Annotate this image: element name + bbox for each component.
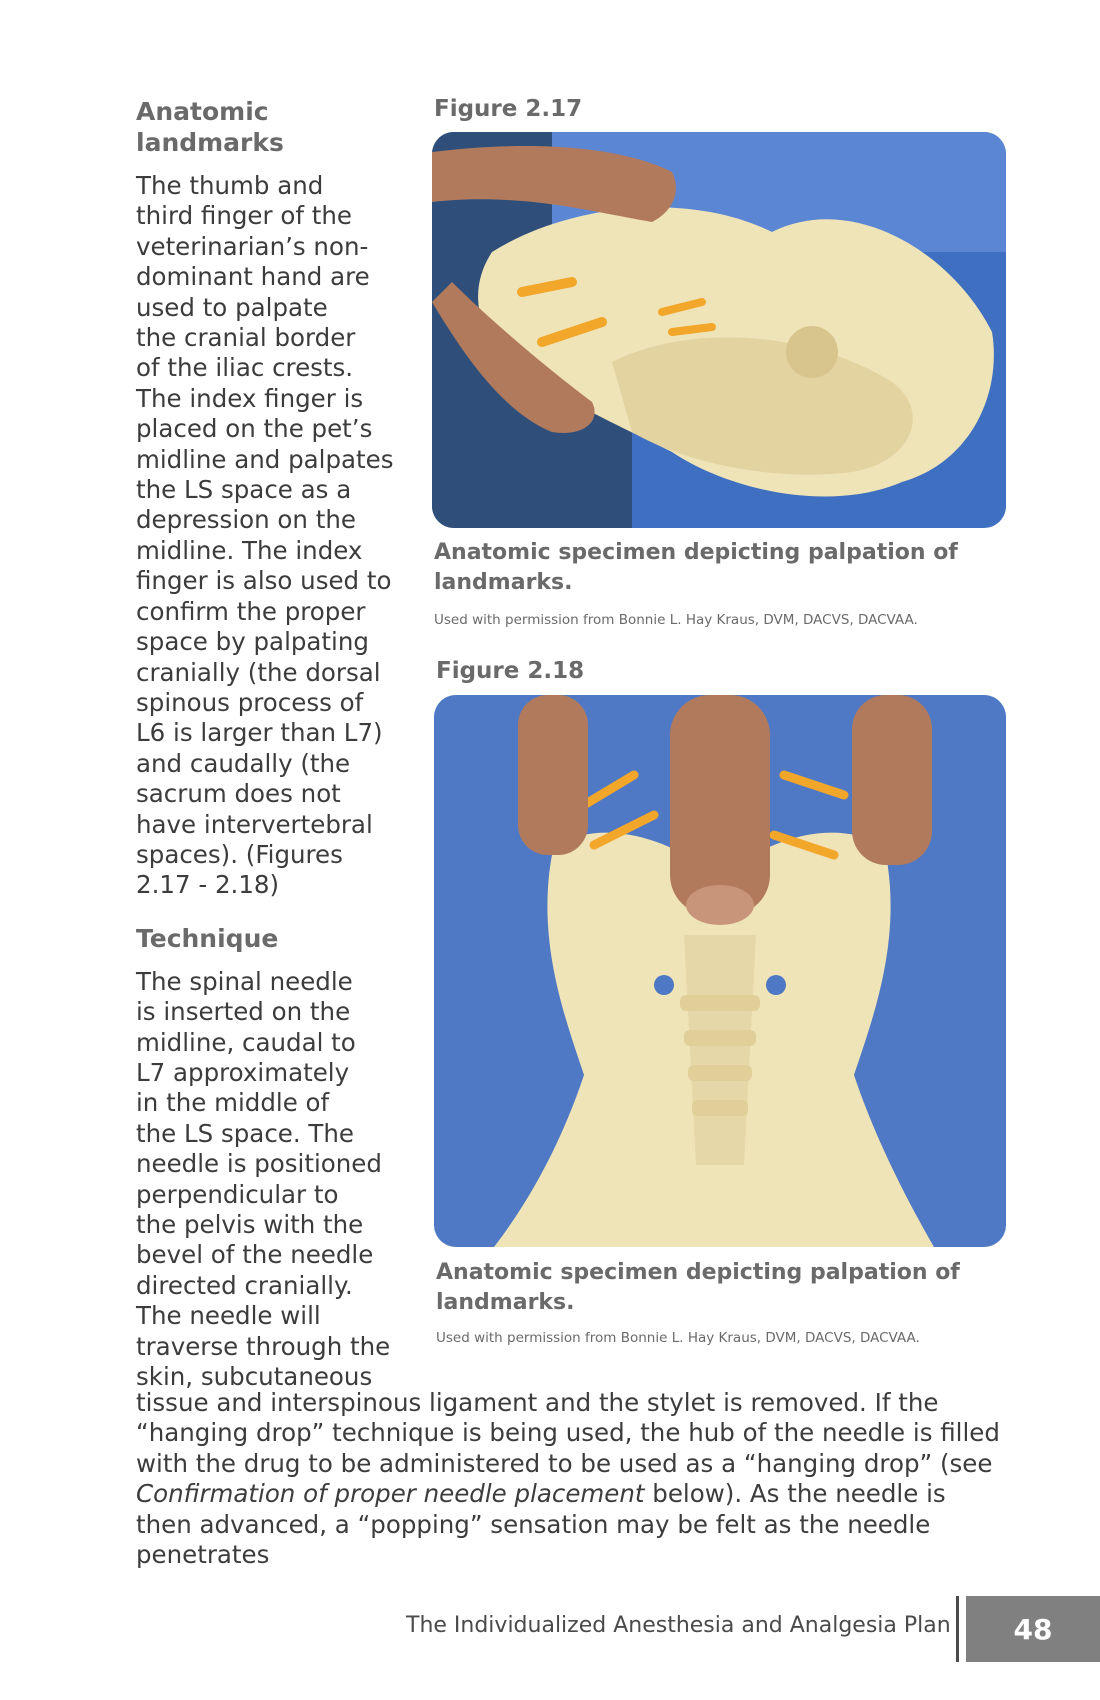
- anatomic-landmarks-paragraph: The thumb and third finger of the veterinarian’s non- dominant hand are used to palpate the cranial border of the iliac crests. The index finger is placed on the pet’s midline and palpates the LS space as a depression on the midline. The index finger is also used to confirm the proper space by palpating cranially (the dorsal spinous process of L6 is larger than L7) and caudally (the sacrum does not have intervertebral spaces). (Figures 2.17 - 2.18): [136, 171, 394, 900]
- spine-model-photo-1: [432, 132, 1006, 528]
- section-heading-anatomic-landmarks: Anatomic landmarks: [136, 97, 284, 157]
- continuation-italic-text: Confirmation of proper needle placement: [136, 1479, 645, 1509]
- figure-2-17-credit: Used with permission from Bonnie L. Hay Kraus, DVM, DACVS, DACVAA.: [434, 612, 918, 628]
- continuation-text-2: below). As the needle is then advanced, a “popping” sensation may be felt as the needle penetrates: [136, 1479, 946, 1570]
- figure-2-18-credit: Used with permission from Bonnie L. Hay Kraus, DVM, DACVS, DACVAA.: [436, 1330, 920, 1346]
- figure-2-17-label: Figure 2.17: [434, 96, 583, 122]
- figure-2-18-caption: Anatomic specimen depicting palpation of landmarks.: [436, 1260, 960, 1315]
- footer-divider: [956, 1596, 959, 1662]
- technique-continuation-paragraph: [136, 1388, 1006, 1570]
- figure-2-17-caption: Anatomic specimen depicting palpation of landmarks.: [434, 540, 958, 595]
- spine-model-photo-2: [434, 695, 1006, 1247]
- continuation-text-1: tissue and interspinous ligament and the stylet is removed. If the “hanging drop” technique is being used, the hub of the needle is filled with the drug to be administered to be used as a “hanging drop” (see: [136, 1388, 1000, 1478]
- left-column: [136, 96, 406, 1392]
- figure-2-18-image: [434, 695, 1006, 1247]
- figure-2-17-image: [432, 132, 1006, 528]
- technique-paragraph: The spinal needle is inserted on the midline, caudal to L7 approximately in the middle of the LS space. The needle is positioned perpendicular to the pelvis with the bevel of the needle directed cranially. The needle will traverse through the skin, subcutaneous: [136, 966, 391, 1392]
- section-heading-technique: Technique: [136, 923, 279, 953]
- footer-title: The Individualized Anesthesia and Analgesia Plan: [406, 1613, 951, 1638]
- figure-2-18-label: Figure 2.18: [436, 658, 585, 684]
- page-number-badge: 48: [966, 1596, 1100, 1662]
